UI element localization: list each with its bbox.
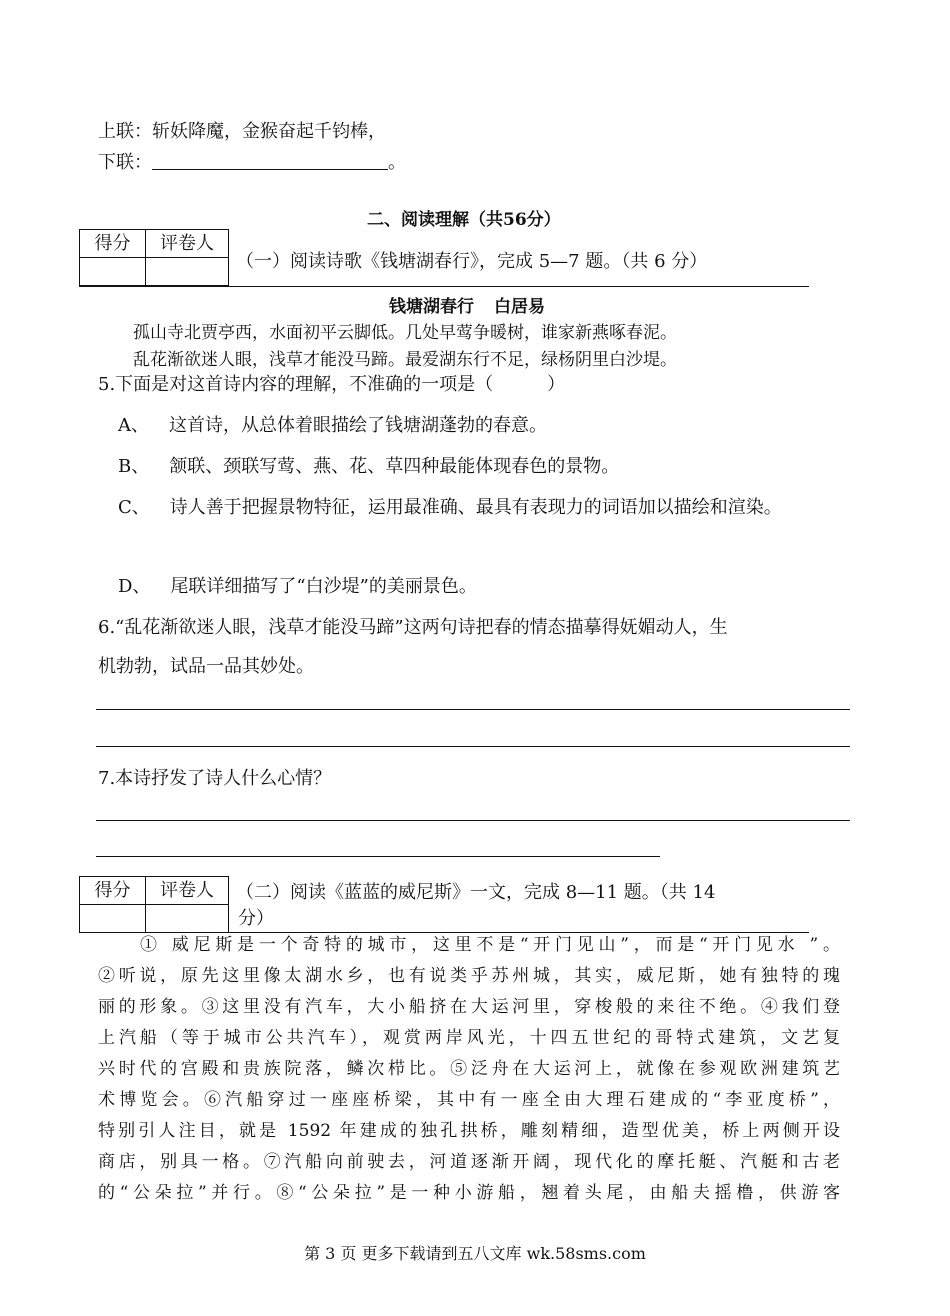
q6-stem-line-2: 机勃勃，试品一品其妙处。 [98, 656, 314, 677]
option-key: C、 [118, 497, 150, 518]
part2-instruction-line-1: （二）阅读《蓝蓝的威尼斯》一文，完成 8—11 题。（共 14 [236, 882, 716, 903]
score-label: 得分 [80, 877, 146, 905]
score-table-2 [79, 876, 229, 933]
q5-stem: 5.下面是对这首诗内容的理解，不准确的一项是（ ） [98, 374, 566, 395]
poem-author: 白居易 [494, 297, 545, 317]
couplet-lower-end: 。 [388, 152, 406, 173]
section-title [367, 205, 561, 230]
option-key: A、 [118, 415, 149, 436]
couplet-lower-label: 下联： [98, 152, 152, 173]
poem-line-1: 孤山寺北贾亭西，水面初平云脚低。几处早莺争暖树，谁家新燕啄春泥。 [133, 323, 677, 343]
q5-option-c[interactable] [118, 493, 782, 519]
passage-line: 商店，别具一格。⑦汽船向前驶去，河道逐渐开阔，现代化的摩托艇、汽艇和古老 [98, 1152, 840, 1172]
score-table-1 [79, 229, 229, 286]
couplet-upper: 上联：斩妖降魔，金猴奋起千钧棒， [98, 121, 386, 142]
part2-instruction-line-2: 分） [238, 908, 274, 929]
passage-line: ②听说，原先这里像太湖水乡，也有说类乎苏州城，其实，威尼斯，她有独特的瑰 [98, 966, 840, 986]
option-key: D、 [118, 576, 151, 597]
q5-option-b[interactable] [118, 452, 619, 478]
score-label: 得分 [80, 230, 146, 258]
section-points: 56 [503, 210, 527, 230]
score-cell[interactable] [80, 905, 146, 933]
section-title-end: 分） [526, 210, 561, 230]
couplet-answer-blank[interactable] [152, 153, 388, 170]
divider [79, 286, 809, 287]
passage-line: 的“公朵拉”并行。⑧“公朵拉”是一种小游船，翘着头尾，由船夫摇橹，供游客 [98, 1183, 840, 1203]
q7-stem: 7.本诗抒发了诗人什么心情？ [98, 768, 332, 789]
passage-line: 特别引人注目，就是 1592 年建成的独孔拱桥，雕刻精细，造型优美，桥上两侧开设 [98, 1121, 840, 1141]
part1-instruction: （一）阅读诗歌《钱塘湖春行》，完成 5—7 题。（共 6 分） [236, 251, 708, 272]
q7-answer-line-1[interactable] [96, 820, 850, 821]
option-text: 这首诗，从总体着眼描绘了钱塘湖蓬勃的春意。 [169, 415, 547, 436]
page-footer: 第 3 页 更多下载请到五八文库 wk.58sms.com [304, 1244, 646, 1263]
q5-option-a[interactable] [118, 411, 547, 437]
q7-answer-line-2[interactable] [96, 856, 660, 857]
poem-title: 钱塘湖春行 [389, 297, 474, 317]
q6-stem-line-1: 6.“乱花渐欲迷人眼，浅草才能没马蹄”这两句诗把春的情态描摹得妩媚动人，生 [98, 617, 728, 638]
section-title-text: 二、阅读理解（共 [367, 210, 503, 230]
grader-label: 评卷人 [146, 877, 229, 905]
passage-line: 术博览会。⑥汽船穿过一座座桥梁，其中有一座全由大理石建成的“李亚度桥”， [98, 1090, 840, 1110]
q5-option-d[interactable] [118, 572, 477, 598]
q6-answer-line-1[interactable] [96, 709, 850, 710]
poem-heading [389, 292, 545, 317]
grader-cell[interactable] [146, 905, 229, 933]
passage-line: 兴时代的宫殿和贵族院落，鳞次栉比。⑤泛舟在大运河上，就像在参观欧洲建筑艺 [98, 1059, 840, 1079]
passage-line: 丽的形象。③这里没有汽车，大小船挤在大运河里，穿梭般的来往不绝。④我们登 [98, 997, 840, 1017]
option-text: 颔联、颈联写莺、燕、花、草四种最能体现春色的景物。 [169, 456, 620, 477]
grader-label: 评卷人 [146, 230, 229, 258]
grader-cell[interactable] [146, 258, 229, 286]
option-text: 尾联详细描写了“白沙堤”的美丽景色。 [170, 576, 477, 597]
passage-line: ① 威尼斯是一个奇特的城市，这里不是“开门见山”，而是“开门见水 ”。 [140, 935, 840, 955]
option-text: 诗人善于把握景物特征，运用最准确、最具有表现力的词语加以描绘和渲染。 [169, 497, 782, 518]
option-key: B、 [118, 456, 150, 477]
score-cell[interactable] [80, 258, 146, 286]
couplet-lower [98, 148, 406, 174]
passage-line: 上汽船（等于城市公共汽车），观赏两岸风光，十四五世纪的哥特式建筑，文艺复 [98, 1028, 840, 1048]
poem-line-2: 乱花渐欲迷人眼，浅草才能没马蹄。最爱湖东行不足，绿杨阴里白沙堤。 [133, 350, 677, 370]
q6-answer-line-2[interactable] [96, 746, 850, 747]
